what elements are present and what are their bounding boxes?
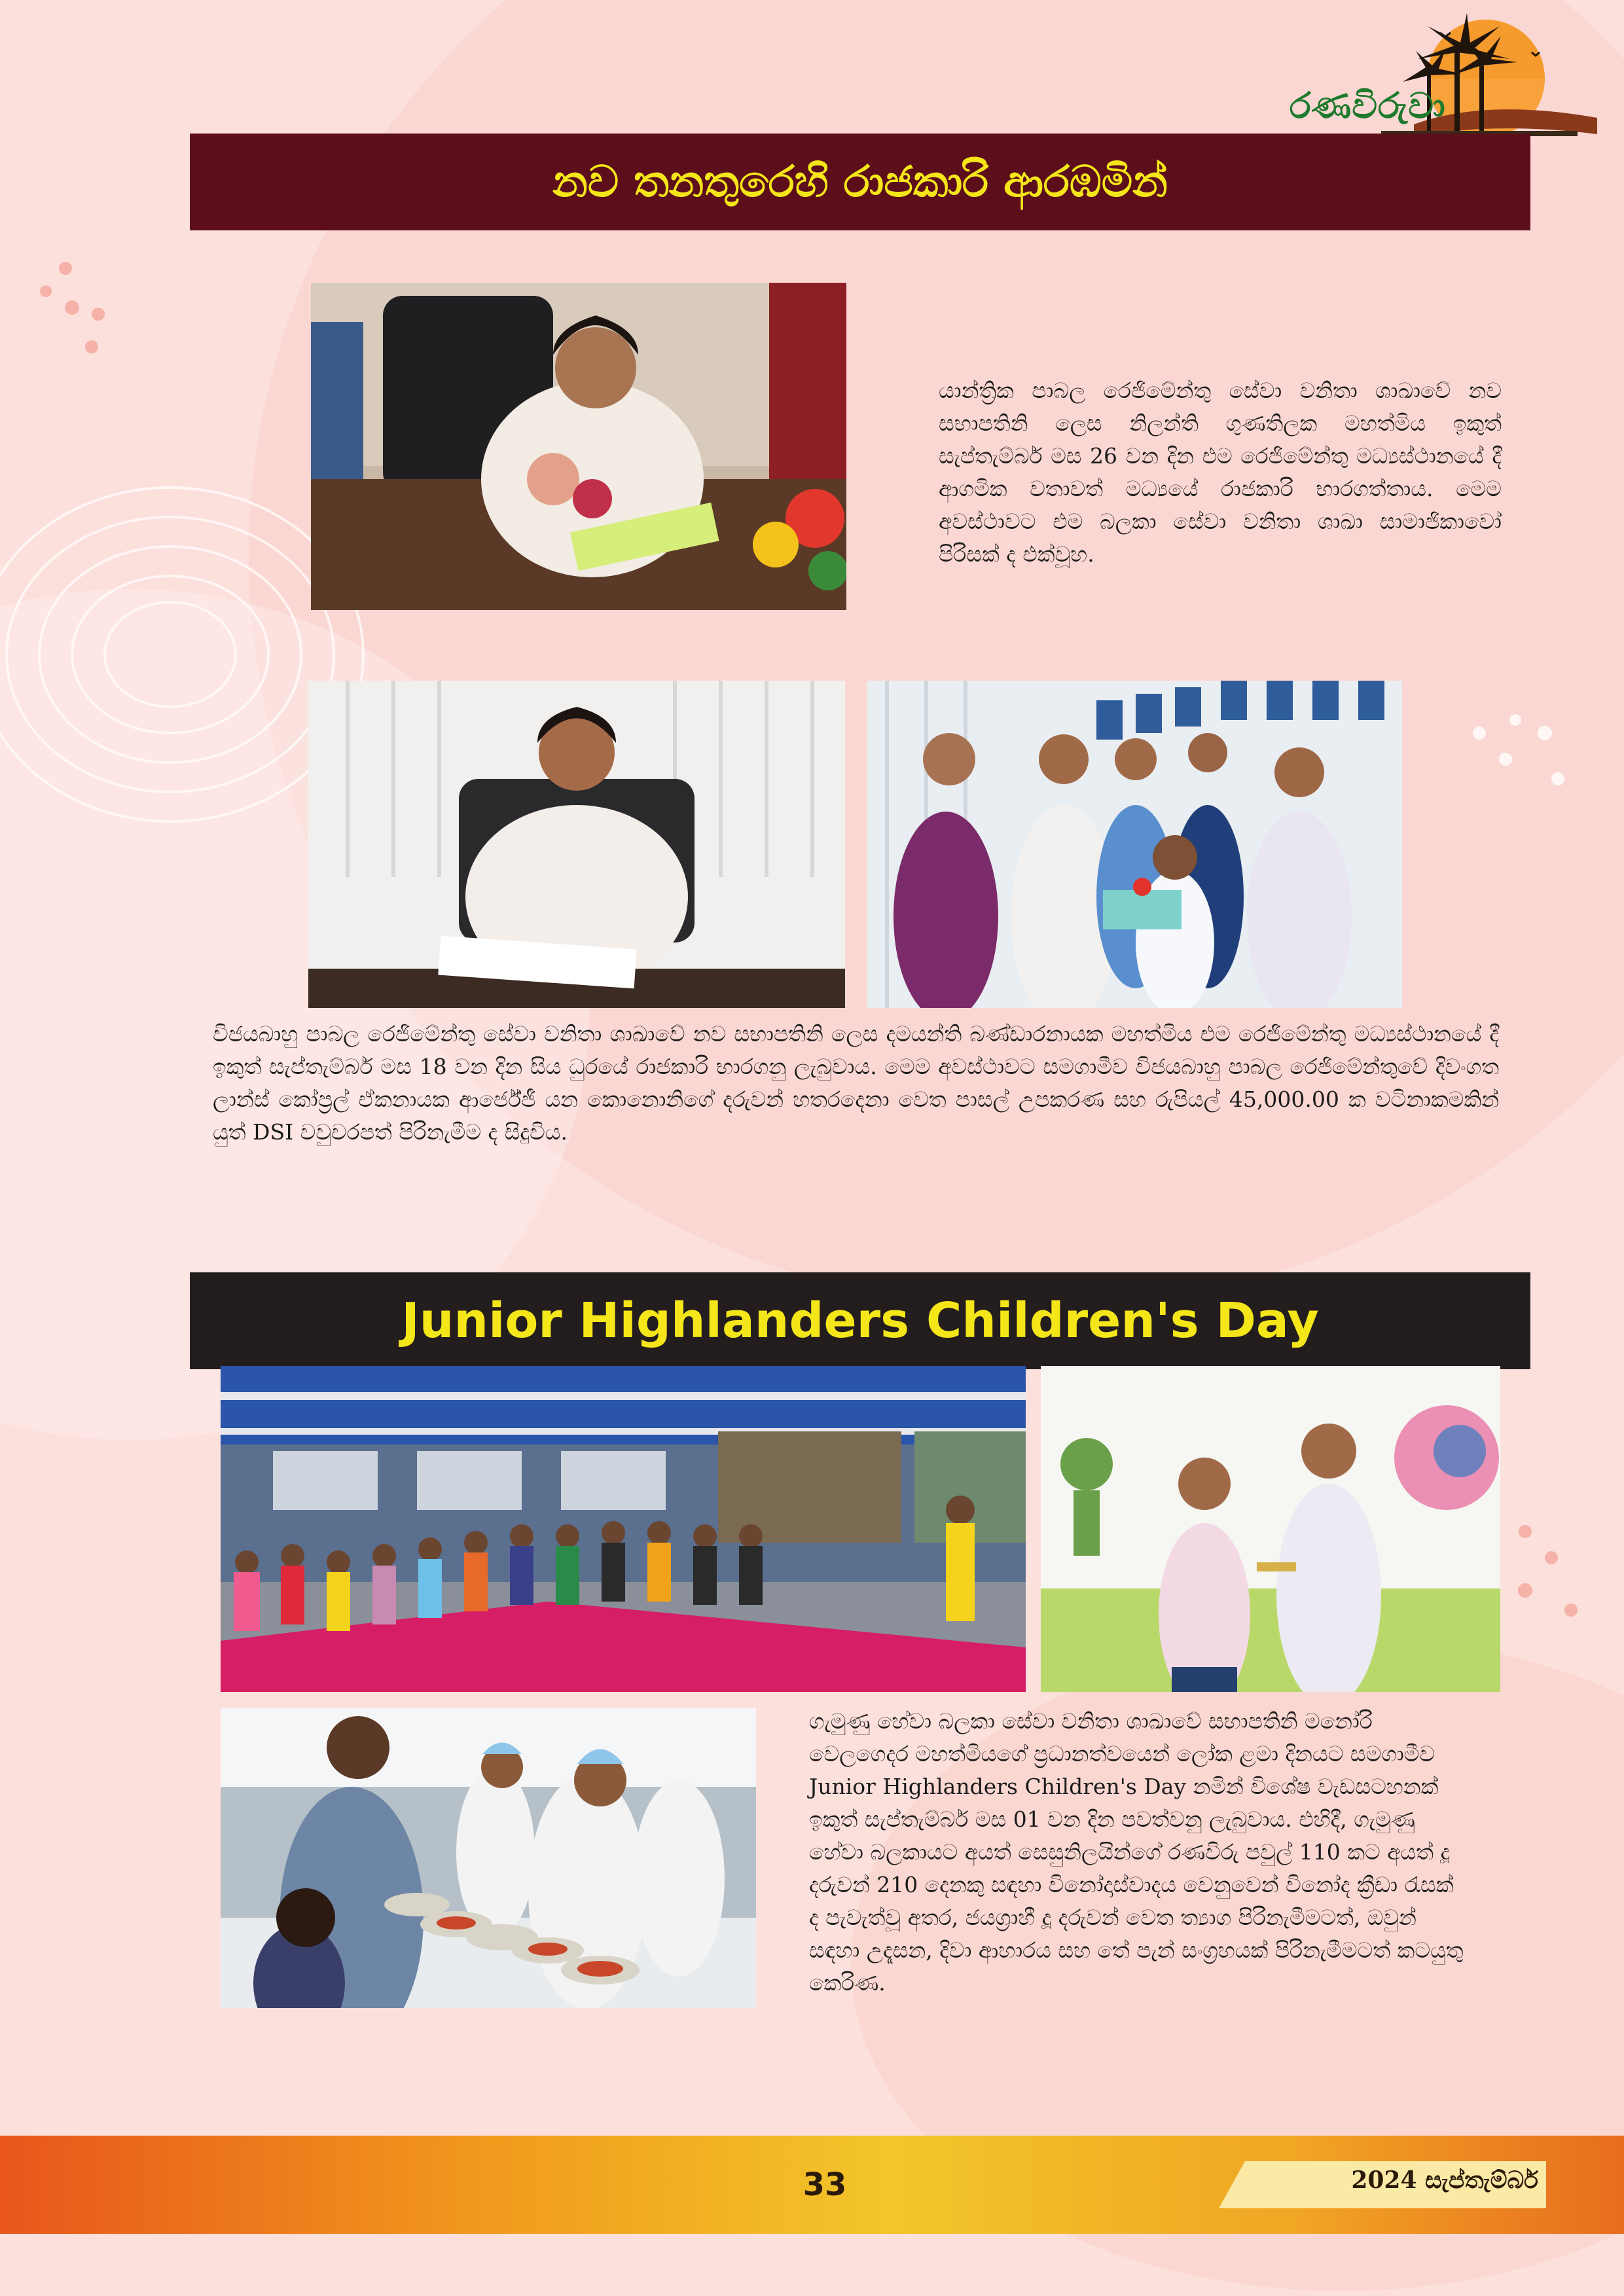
- palm-sunset-logo-icon: [1283, 13, 1604, 151]
- section1-paragraph1: යාන්ත්‍රික පාබල රෙජිමේන්තු සේවා වනිතා ශාඛාවේ නව සභාපතිනි ලෙස නිලන්ති ගුණතිලක මහත්මිය ඉකුත් සැප්තැම්බර් මස 26 වන දින එම රෙජිමේන්තු මධ්‍යස්ථානයේ දී ආගමික වතාවත් මධ්‍යයේ රාජකාරි භාරගත්තාය. මෙම අවස්ථාවට එම බලකා සේවා වනිතා ශාඛා සාමාජිකාවෝ පිරිසක් ද එක්වූහ.: [939, 378, 1502, 567]
- photo-food-service: [221, 1708, 756, 2008]
- logo-text: රණවිරුවා: [1290, 85, 1446, 126]
- section1-paragraph2: විජයබාහු පාබල රෙජිමේන්තු සේවා වනිතා ශාඛාවේ නව සභාපතිනි ලෙස දමයන්ති බණ්ඩාරනායක මහත්මිය එම රෙජිමේන්තු මධ්‍යස්ථානයේ දී ඉකුත් සැප්තැම්බර් මස 18 වන දින සිය ධුරයේ රාජකාරි භාරගනු ලැබුවාය. මෙම අවස්ථාවට සමගාමීව විජයබාහු පාබල රෙජිමේන්තුවේ දිවංගත ලාන්ස් කෝප්‍රල් ඒකනායක ආර්ජේජී යන කොනොනිගේ දරුවන් හතරදෙනා වෙත පාසල් උපකරණ සහ රුපියල් 45,000.00 ක වටිනාකමකින් යුත් DSI වවුචරපත් පිරිනැමීම ද සිදුවිය.: [213, 1021, 1499, 1145]
- dots-decoration: [1466, 707, 1584, 798]
- issue-date: 2024 සැප්තැම්බර්: [1351, 2166, 1538, 2194]
- photo-chairperson-signing: [311, 283, 846, 610]
- section1-title-banner: [190, 134, 1530, 230]
- section2-paragraph: ගැමුණු හේවා බලකා සේවා වනිතා ශාඛාවේ සභාපතිනි මනෝරි වෙලගෙදර මහත්මියගේ ප්‍රධානත්වයෙන් ලෝක ළමා දිනයට සමගාමීව Junior Highlanders Children's Day නමින් විශේෂ වැඩසටහනක් ඉකුත් සැප්තැම්බර් මස 01 වන දින පවත්වනු ලැබුවාය. එහිදී, ගැමුණු හේවා බලකායට අයත් සෙසුනිලයින්ගේ රණවිරු පවුල් 110 කට අයත් දූ දරුවන් 210 දෙනකු සඳහා විනෝදාස්වාදය වෙනුවෙන් විනෝද ක්‍රීඩා රැසක් ද පැවැත්වූ අතර, ජයග්‍රාහී දූ දරුවන් වෙත ත්‍යාග පිරිනැමීමටත්, ඔවුන් සඳහා උදෑසන, දිවා ආහාරය සහ තේ පැන් සංග්‍රහයක් පිරිනැමීමටත් කටයුතු කෙරිණ.: [809, 1708, 1464, 1996]
- section2-title: Junior Highlanders Children's Day: [401, 1293, 1319, 1349]
- photo-prize-giving: [1041, 1366, 1500, 1692]
- magazine-logo: [1283, 13, 1604, 151]
- photo-children-in-hall: [221, 1366, 1026, 1692]
- section2-title-banner: [190, 1272, 1530, 1369]
- dots-decoration: [33, 262, 124, 353]
- photo-gift-presentation: [867, 681, 1402, 1008]
- section1-title: නව තනතුරෙහි රාජකාරි ආරඹමින්: [552, 156, 1168, 207]
- photo-chairperson-signing-2: [308, 681, 845, 1008]
- dots-decoration: [1506, 1518, 1597, 1623]
- page-number: 33: [803, 2166, 847, 2203]
